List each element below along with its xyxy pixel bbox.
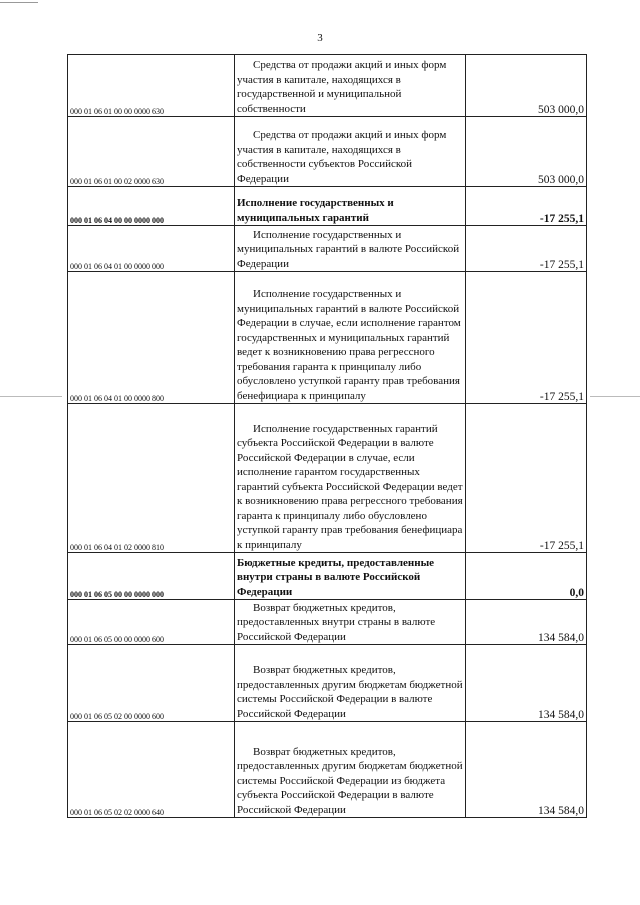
item-amount: 0,0 [466,553,587,600]
item-amount: 503 000,0 [466,55,587,117]
table-row [68,722,587,818]
table-row [68,55,587,117]
page-number: 3 [317,32,323,44]
budget-code: 000 01 06 01 00 02 0000 630 [68,117,235,187]
item-description: Исполнение государственных и муниципальных гарантий в валюте Российской Федерации в случае, если исполнение гарантом государственных и муниципальных гарантий ведет к возникновению права регрессного требования гаранта к принципалу либо обусловлено уступкой гаранту прав требования бенефициара к принципалу [235,272,466,404]
budget-code: 000 01 06 05 00 00 0000 600 [68,600,235,645]
item-amount: 134 584,0 [466,722,587,818]
scan-artifact-line [0,396,62,397]
item-amount: 503 000,0 [466,117,587,187]
budget-code: 000 01 06 04 01 02 0000 810 [68,404,235,553]
item-description: Исполнение государственных гарантий субъекта Российской Федерации в валюте Российской Федерации в случае, если исполнение гарантом государственных гарантий субъекта Российской Федерации ведет к возникновению права регрессного требования гаранта к принципалу либо обусловлено уступкой гаранту прав требования бенефициара к принципалу [235,404,466,553]
item-description: Средства от продажи акций и иных форм участия в капитале, находящихся в собственности субъектов Российской Федерации [235,117,466,187]
item-description: Исполнение государственных и муниципальных гарантий [235,187,466,226]
item-description: Средства от продажи акций и иных форм участия в капитале, находящихся в государственной и муниципальной собственности [235,55,466,117]
scan-artifact-line [0,2,38,3]
budget-sources-table [67,54,587,818]
item-amount: -17 255,1 [466,404,587,553]
item-amount: -17 255,1 [466,226,587,272]
table-row [68,645,587,722]
item-description: Возврат бюджетных кредитов, предоставленных внутри страны в валюте Российской Федерации [235,600,466,645]
item-amount: 134 584,0 [466,645,587,722]
item-description: Возврат бюджетных кредитов, предоставленных другим бюджетам бюджетной системы Российской Федерации из бюджета субъекта Российской Федерации в валюте Российской Федерации [235,722,466,818]
table-row [68,404,587,553]
budget-code: 000 01 06 05 02 02 0000 640 [68,722,235,818]
item-description: Бюджетные кредиты, предоставленные внутри страны в валюте Российской Федерации [235,553,466,600]
budget-code: 000 01 06 05 00 00 0000 000 [68,553,235,600]
budget-code: 000 01 06 01 00 00 0000 630 [68,55,235,117]
item-amount: 134 584,0 [466,600,587,645]
budget-code: 000 01 06 05 02 00 0000 600 [68,645,235,722]
table-row [68,187,587,226]
budget-code: 000 01 06 04 01 00 0000 800 [68,272,235,404]
item-amount: -17 255,1 [466,187,587,226]
table-row [68,226,587,272]
table-row [68,553,587,600]
scan-artifact-line [590,396,640,397]
budget-code: 000 01 06 04 00 00 0000 000 [68,187,235,226]
item-description: Возврат бюджетных кредитов, предоставленных другим бюджетам бюджетной системы Российской Федерации в валюте Российской Федерации [235,645,466,722]
table-row [68,117,587,187]
table-row [68,272,587,404]
item-description: Исполнение государственных и муниципальных гарантий в валюте Российской Федерации [235,226,466,272]
table-row [68,600,587,645]
item-amount: -17 255,1 [466,272,587,404]
budget-code: 000 01 06 04 01 00 0000 000 [68,226,235,272]
